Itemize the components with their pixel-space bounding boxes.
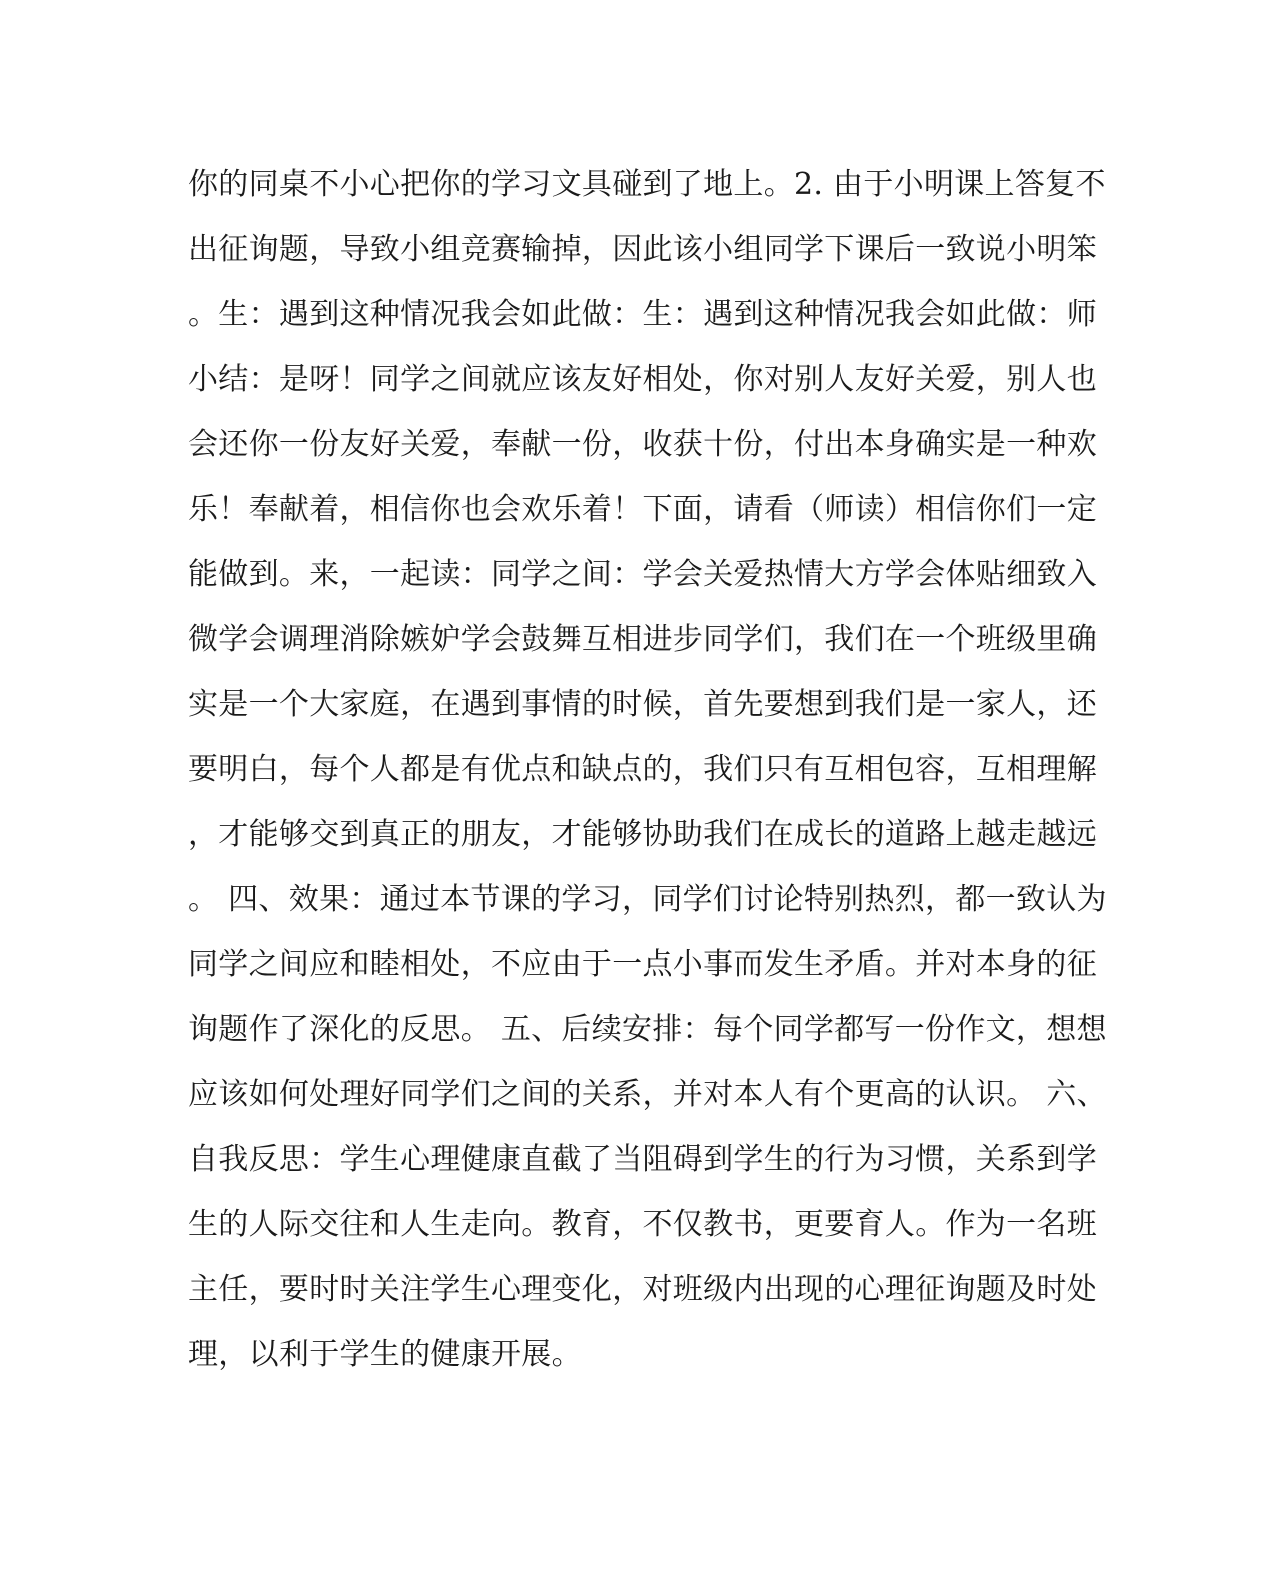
text-line-19: 理，以利于学生的健康开展。 <box>188 1337 582 1372</box>
text-line-2: 出征询题，导致小组竞赛输掉，因此该小组同学下课后一致说小明笨 <box>188 232 1097 267</box>
text-line-12: 。 四、效果：通过本节课的学习，同学们讨论特别热烈，都一致认为 <box>188 882 1107 917</box>
text-line-11: ，才能够交到真正的朋友，才能够协助我们在成长的道路上越走越远 <box>188 817 1097 852</box>
text-line-1: 你的同桌不小心把你的学习文具碰到了地上。2. 由于小明课上答复不 <box>188 167 1106 202</box>
text-line-7: 能做到。来，一起读：同学之间：学会关爱热情大方学会体贴细致入 <box>188 557 1097 592</box>
text-line-14: 询题作了深化的反思。 五、后续安排：每个同学都写一份作文，想想 <box>188 1012 1107 1047</box>
text-line-5: 会还你一份友好关爱，奉献一份，收获十份，付出本身确实是一种欢 <box>188 427 1097 462</box>
text-line-3: 。生：遇到这种情况我会如此做：生：遇到这种情况我会如此做：师 <box>188 297 1097 332</box>
text-line-17: 生的人际交往和人生走向。教育，不仅教书，更要育人。作为一名班 <box>188 1207 1097 1242</box>
text-line-6: 乐！奉献着，相信你也会欢乐着！下面，请看（师读）相信你们一定 <box>188 492 1097 527</box>
body-text <box>188 152 1107 1387</box>
text-line-8: 微学会调理消除嫉妒学会鼓舞互相进步同学们，我们在一个班级里确 <box>188 622 1097 657</box>
text-line-18: 主任，要时时关注学生心理变化，对班级内出现的心理征询题及时处 <box>188 1272 1097 1307</box>
text-line-16: 自我反思：学生心理健康直截了当阻碍到学生的行为习惯，关系到学 <box>188 1142 1097 1177</box>
text-line-9: 实是一个大家庭，在遇到事情的时候，首先要想到我们是一家人，还 <box>188 687 1097 722</box>
text-line-10: 要明白，每个人都是有优点和缺点的，我们只有互相包容，互相理解 <box>188 752 1097 787</box>
text-line-15: 应该如何处理好同学们之间的关系，并对本人有个更高的认识。 六、 <box>188 1077 1107 1112</box>
text-line-4: 小结：是呀！同学之间就应该友好相处，你对别人友好关爱，别人也 <box>188 362 1097 397</box>
text-line-13: 同学之间应和睦相处，不应由于一点小事而发生矛盾。并对本身的征 <box>188 947 1097 982</box>
